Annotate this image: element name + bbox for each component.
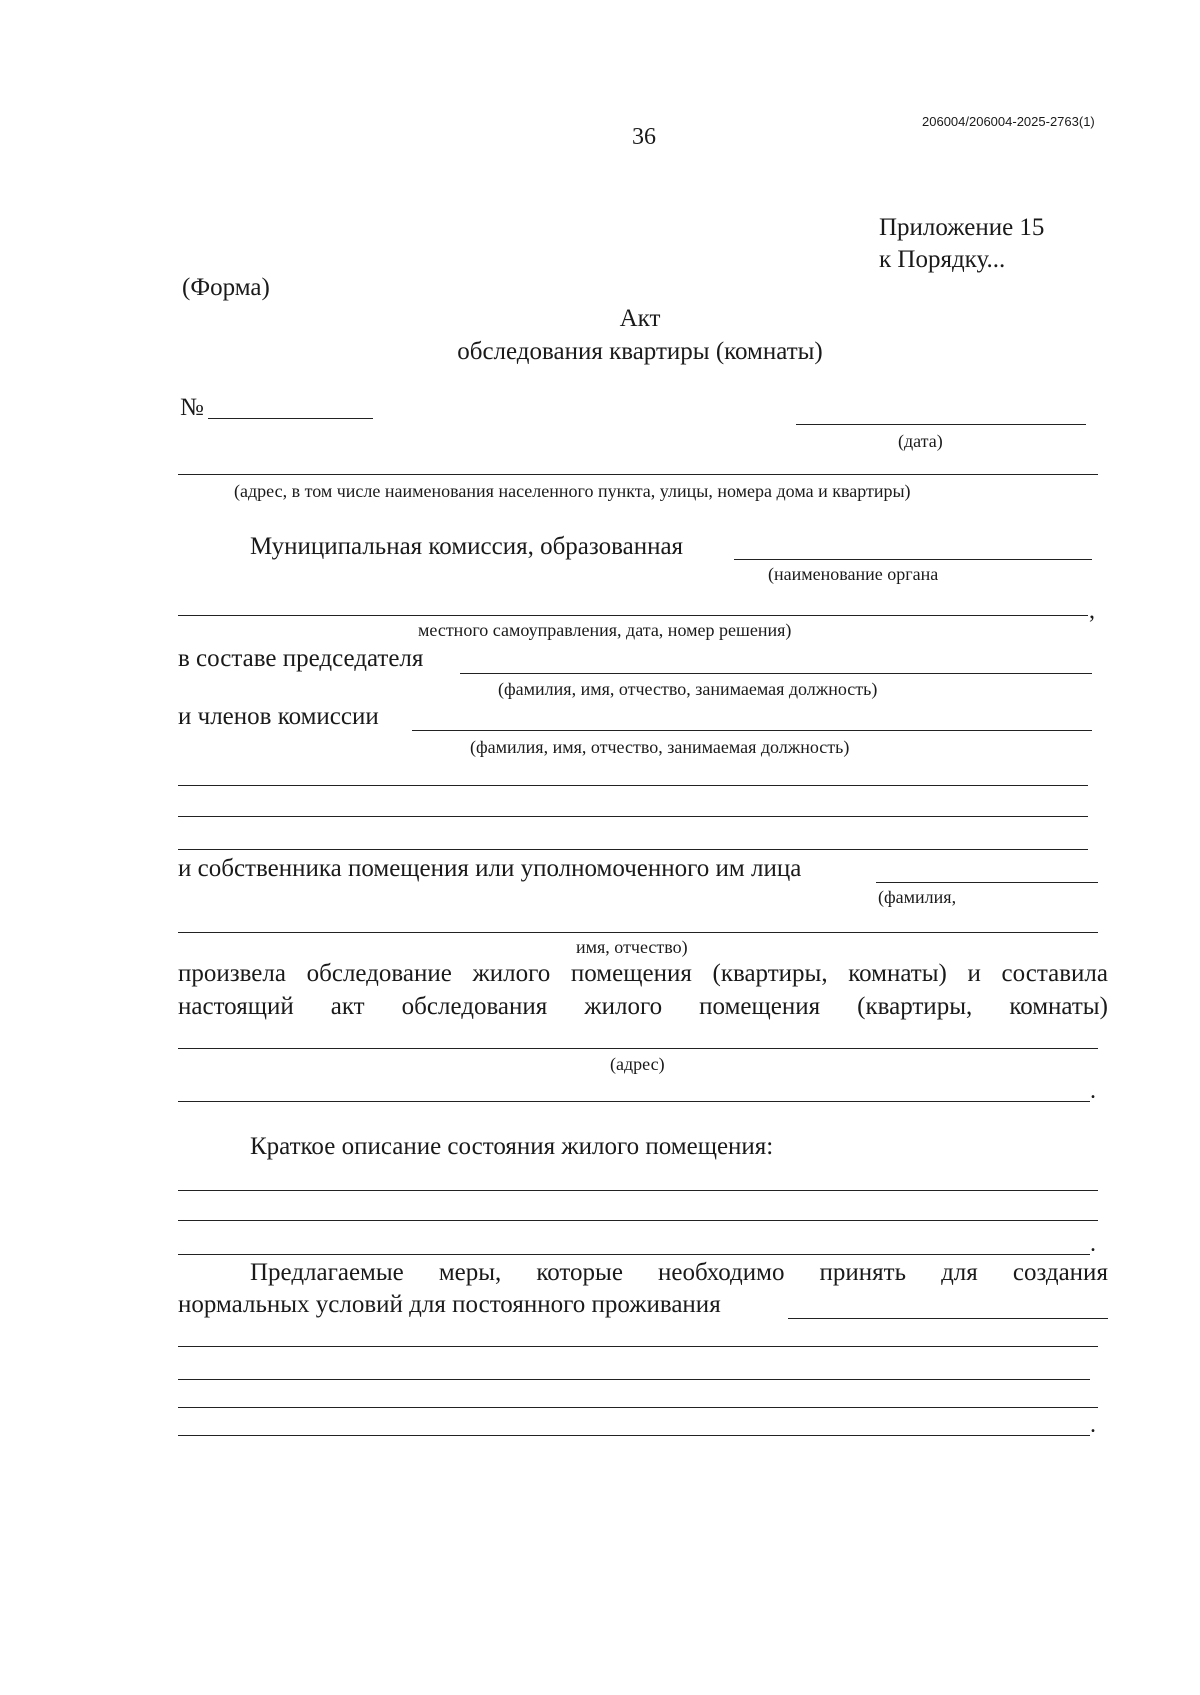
measures-field-5[interactable]	[178, 1435, 1090, 1436]
word: и	[967, 960, 981, 987]
members-text: и членов комиссии	[178, 703, 379, 730]
date-field[interactable]	[796, 424, 1086, 425]
members-field-3[interactable]	[178, 816, 1088, 817]
description-field-1[interactable]	[178, 1190, 1098, 1191]
chairman-field[interactable]	[460, 673, 1092, 674]
measures-field-2[interactable]	[178, 1346, 1098, 1347]
number-sign: №	[180, 394, 204, 421]
word: принять	[819, 1259, 907, 1286]
inspection-address-field-2[interactable]	[178, 1101, 1090, 1102]
page-number: 36	[632, 124, 656, 150]
word: настоящий	[178, 993, 294, 1020]
form-label: (Форма)	[182, 274, 270, 301]
registration-number: 206004/206004-2025-2763(1)	[922, 114, 1095, 129]
word: комнаты)	[848, 960, 947, 987]
description-period: .	[1090, 1231, 1096, 1257]
word: жилого	[584, 993, 663, 1020]
address-caption: (адрес, в том числе наименования населенного пункта, улицы, номера дома и квартиры)	[234, 481, 911, 501]
commission-caption-2: местного самоуправления, дата, номер решения)	[418, 620, 792, 640]
word: обследование	[306, 960, 452, 987]
commission-body-field-2[interactable]	[178, 615, 1088, 616]
measures-line-1	[250, 1259, 1108, 1287]
number-field[interactable]	[208, 418, 373, 419]
commission-body-field[interactable]	[734, 559, 1092, 560]
word: комнаты)	[1009, 993, 1108, 1020]
members-field[interactable]	[412, 730, 1092, 731]
word: Предлагаемые	[250, 1259, 404, 1286]
word: для	[941, 1259, 978, 1286]
members-caption: (фамилия, имя, отчество, занимаемая должность)	[470, 737, 850, 757]
measures-field[interactable]	[788, 1318, 1108, 1319]
inspection-period: .	[1090, 1078, 1096, 1104]
address-field[interactable]	[178, 474, 1098, 475]
word: помещения	[570, 960, 692, 987]
word: меры,	[438, 1259, 502, 1286]
commission-caption-1: (наименование органа	[768, 564, 939, 584]
document-title: Акт	[619, 305, 661, 332]
document-subtitle: обследования квартиры (комнаты)	[457, 338, 823, 365]
owner-text: и собственника помещения или уполномоченного им лица	[178, 855, 802, 882]
owner-field-2[interactable]	[178, 932, 1098, 933]
appendix-line-1: Приложение 15	[879, 214, 1045, 241]
word: помещения	[699, 993, 821, 1020]
chairman-text: в составе председателя	[178, 645, 424, 672]
inspection-line-1	[178, 960, 1108, 988]
word: создания	[1012, 1259, 1108, 1286]
word: которые	[536, 1259, 623, 1286]
members-field-2[interactable]	[178, 785, 1088, 786]
measures-field-4[interactable]	[178, 1407, 1098, 1408]
word: (квартиры,	[712, 960, 828, 987]
word: акт	[330, 993, 365, 1020]
commission-text: Муниципальная комиссия, образованная	[250, 533, 684, 560]
members-field-4[interactable]	[178, 849, 1088, 850]
inspection-address-caption: (адрес)	[610, 1054, 665, 1074]
owner-caption-2: имя, отчество)	[576, 937, 688, 957]
word: жилого	[472, 960, 551, 987]
inspection-address-field[interactable]	[178, 1048, 1098, 1049]
word: необходимо	[657, 1259, 785, 1286]
owner-field[interactable]	[876, 882, 1098, 883]
measures-line-2: нормальных условий для постоянного проживания	[178, 1291, 721, 1318]
word: произвела	[178, 960, 286, 987]
description-field-2[interactable]	[178, 1220, 1098, 1221]
date-caption: (дата)	[898, 431, 943, 451]
appendix-line-2: к Порядку...	[879, 246, 1006, 273]
word: (квартиры,	[857, 993, 973, 1020]
inspection-line-2	[178, 993, 1108, 1021]
measures-field-3[interactable]	[178, 1379, 1090, 1380]
word: составила	[1001, 960, 1108, 987]
word: обследования	[401, 993, 548, 1020]
description-text: Краткое описание состояния жилого помещения:	[250, 1133, 774, 1160]
chairman-caption: (фамилия, имя, отчество, занимаемая должность)	[498, 679, 878, 699]
commission-comma: ,	[1089, 598, 1095, 624]
measures-period: .	[1090, 1412, 1096, 1438]
owner-caption-1: (фамилия,	[878, 887, 957, 907]
description-field-3[interactable]	[178, 1254, 1090, 1255]
